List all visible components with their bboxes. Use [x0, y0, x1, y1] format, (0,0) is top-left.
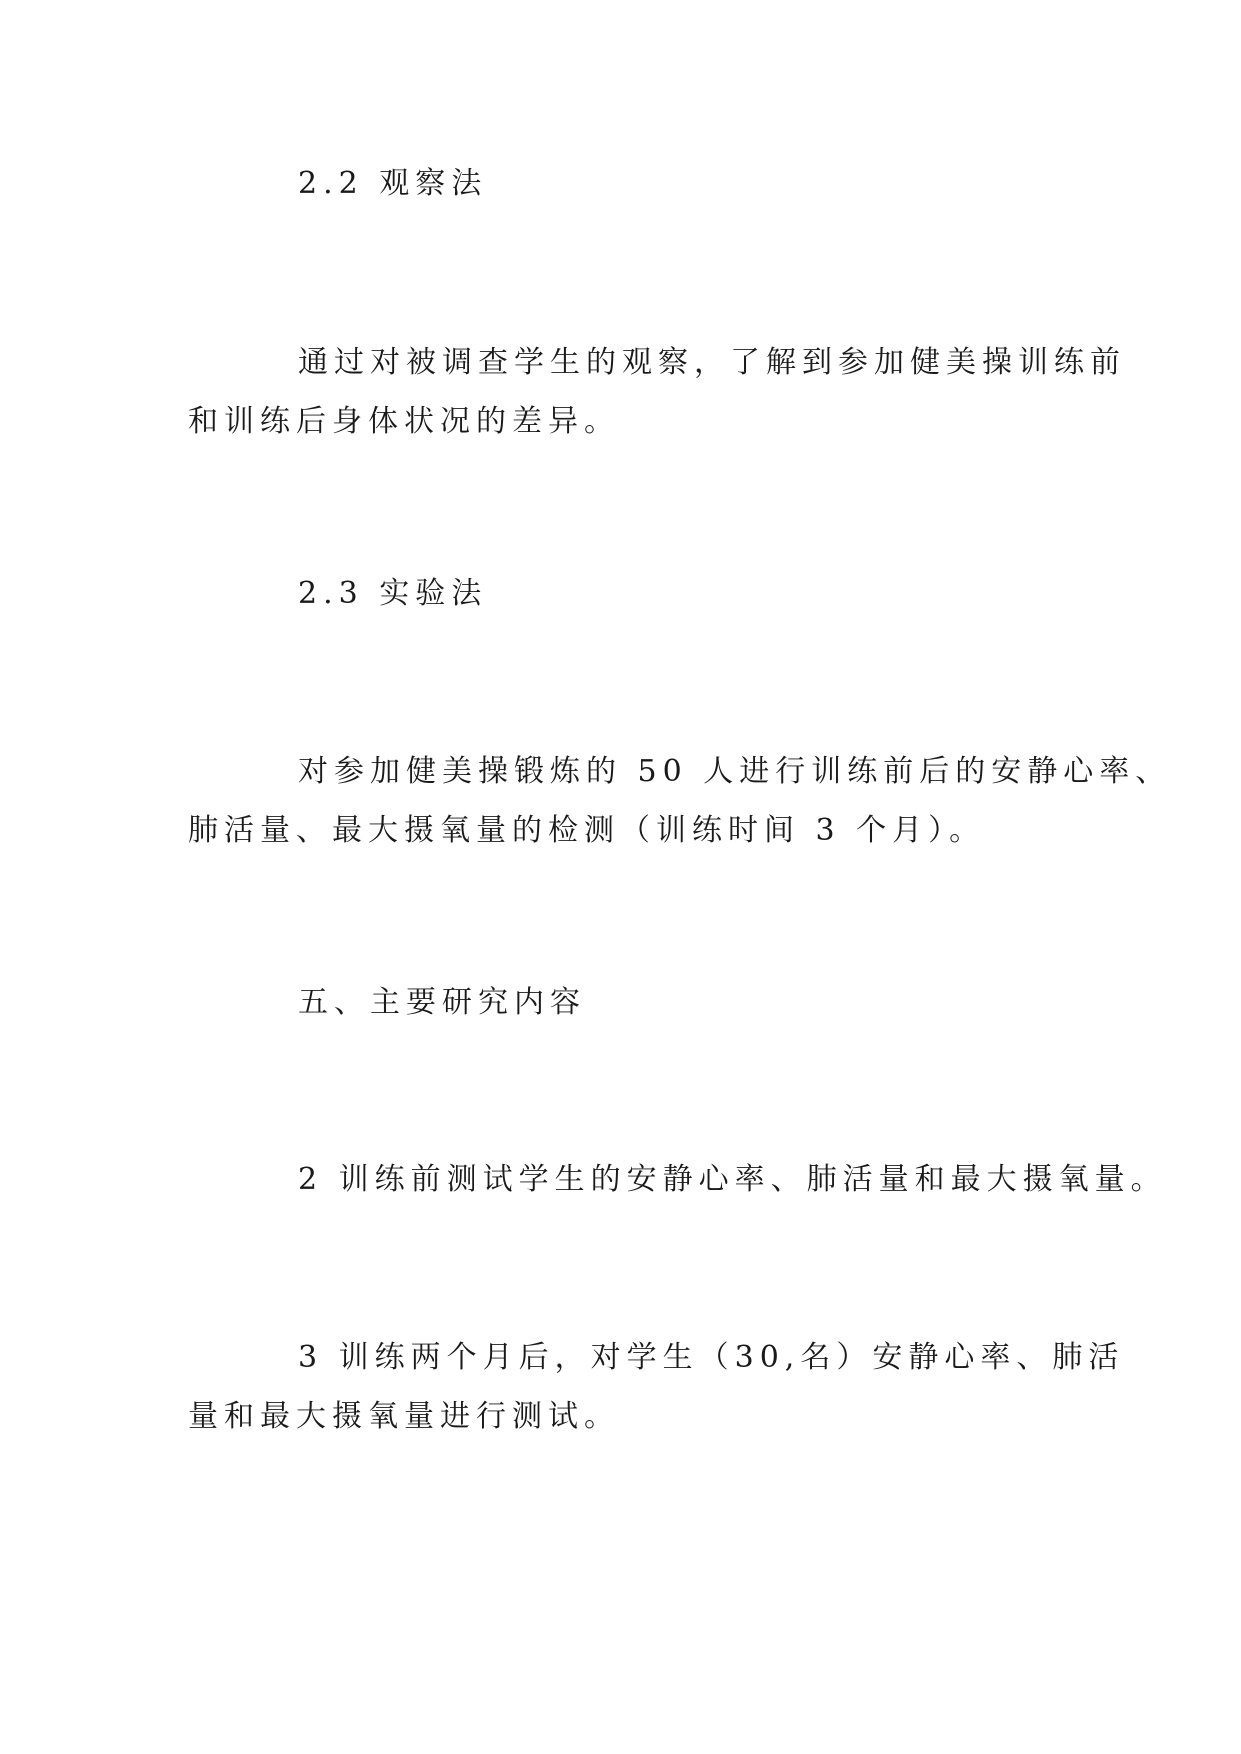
list-item-posttest-line-2: 量和最大摄氧量进行测试。	[188, 1399, 620, 1434]
chapter-heading-main-content: 五、主要研究内容	[298, 985, 586, 1020]
list-item-pretest: 2 训练前测试学生的安静心率、肺活量和最大摄氧量。	[298, 1162, 1167, 1197]
paragraph-observation-line-1: 通过对被调查学生的观察，了解到参加健美操训练前	[298, 345, 1126, 380]
paragraph-experiment-line-2: 肺活量、最大摄氧量的检测（训练时间 3 个月）。	[188, 813, 986, 848]
list-item-posttest-line-1: 3 训练两个月后，对学生（30,名）安静心率、肺活	[298, 1340, 1125, 1375]
paragraph-experiment-line-1: 对参加健美操锻炼的 50 人进行训练前后的安静心率、	[298, 754, 1172, 789]
section-heading-observation: 2.2 观察法	[298, 166, 488, 201]
paragraph-observation-line-2: 和训练后身体状况的差异。	[188, 404, 620, 439]
section-heading-experiment: 2.3 实验法	[298, 576, 488, 611]
